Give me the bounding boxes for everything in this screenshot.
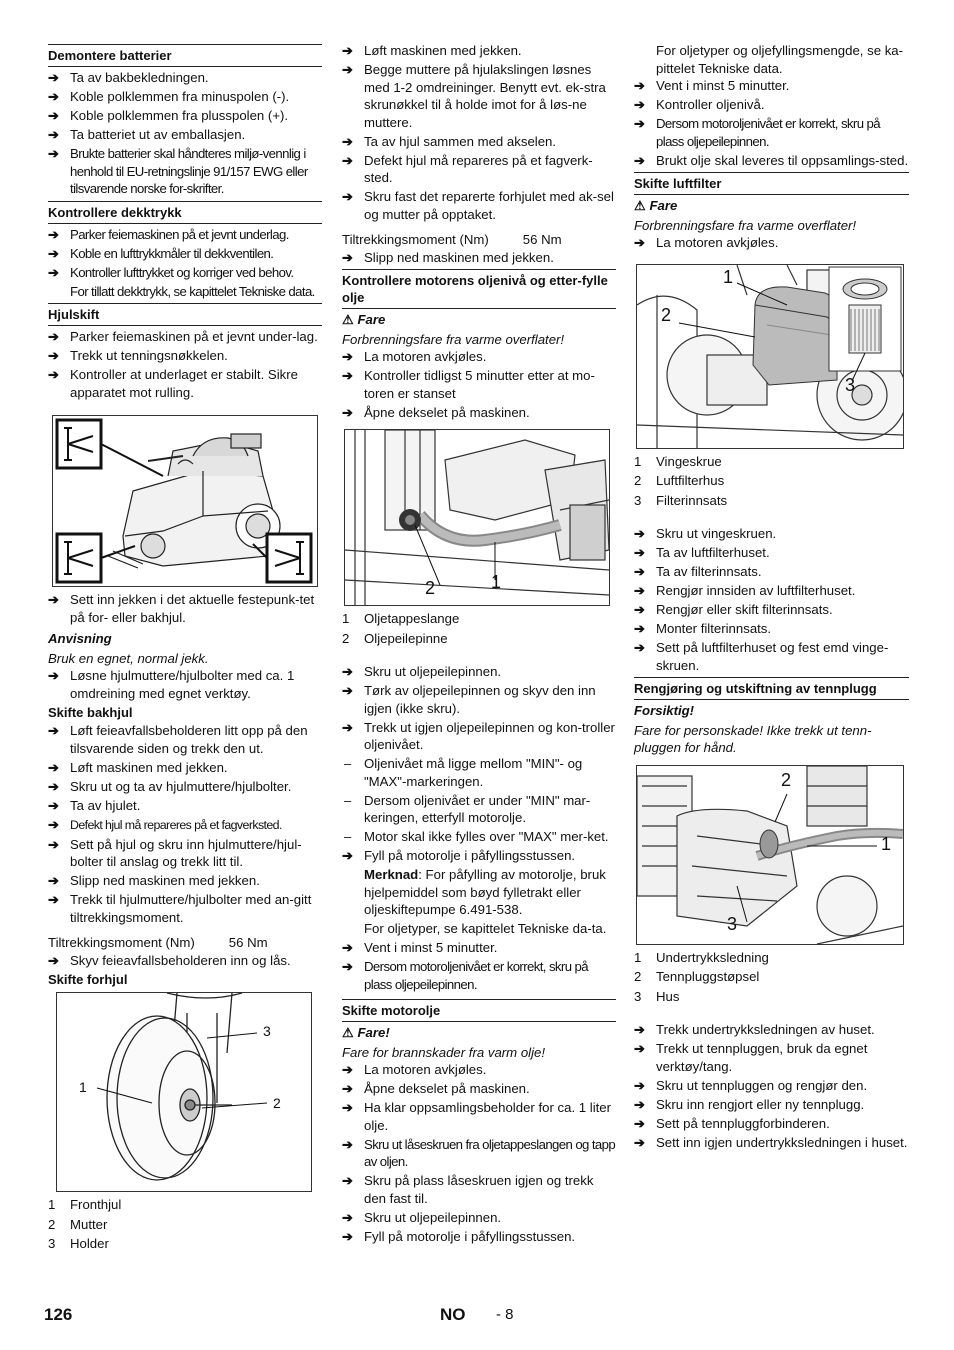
step-list <box>342 1061 616 1245</box>
step-item: ➔ Parker feiemaskinen på et jevnt underlag. <box>48 226 289 242</box>
arrow-right-icon: ➔ <box>342 719 353 735</box>
arrow-right-icon: ➔ <box>634 1077 645 1093</box>
warning-label-row: ⚠ Fare! <box>342 1025 390 1040</box>
step-list <box>634 234 909 252</box>
arrow-right-icon: ➔ <box>48 146 59 161</box>
step-item: ➔ Slipp ned maskinen med jekken. <box>48 873 260 888</box>
caution-label: Forsiktig! <box>634 703 695 718</box>
step-item: ➔ Brukt olje skal leveres til oppsamlings-sted. <box>634 152 909 168</box>
arrow-right-icon: ➔ <box>48 70 59 85</box>
step-item: ➔ Ha klar oppsamlingsbeholder for ca. 1 liter olje. <box>342 1100 612 1133</box>
step-item: ➔ Kontroller oljenivå. <box>634 97 765 112</box>
torque-label: Tiltrekkingsmoment (Nm) <box>48 935 195 950</box>
torque-spec <box>48 934 322 952</box>
step-item: ➔ Sett på luftfilterhuset og fest emd vinge-skruen. <box>634 640 889 673</box>
step-item: ➔ Løft maskinen med jekken. <box>48 759 228 775</box>
step-item: ➔ Ta av luftfilterhuset. <box>634 545 770 560</box>
oil-dipstick-figure <box>344 429 610 606</box>
figure-legend <box>634 949 909 1006</box>
arrow-right-icon: ➔ <box>342 43 353 58</box>
arrow-right-icon: ➔ <box>48 245 59 261</box>
legend-item: 1 Undertrykksledning <box>634 949 769 965</box>
step-item: ➔ Koble polklemmen fra minuspolen (-). <box>48 89 290 104</box>
arrow-right-icon: ➔ <box>634 602 645 617</box>
arrow-right-icon: ➔ <box>48 127 59 142</box>
step-item: ➔ Begge muttere på hjulakslingen løsnes med 1-2 omdreininger. Benytt evt. ek-stra skrunøkkel til å holde imot for å løs-ne muttere. <box>342 62 606 130</box>
arrow-right-icon: ➔ <box>48 108 59 123</box>
arrow-right-icon: ➔ <box>634 97 645 112</box>
step-list <box>48 69 322 198</box>
arrow-right-icon: ➔ <box>48 668 59 683</box>
step-item: ➔ Sett inn jekken i det aktuelle festepunk-tet på for- eller bakhjul. <box>48 592 315 625</box>
column-middle <box>342 42 616 1247</box>
step-item: ➔ Dersom motoroljenivået er korrekt, skru på plass oljepeilepinnen. <box>634 116 880 149</box>
callout-3: 3 <box>727 913 738 934</box>
arrow-right-icon: ➔ <box>48 723 59 738</box>
figure-legend <box>48 1196 322 1253</box>
arrow-right-icon: ➔ <box>342 189 353 204</box>
arrow-right-icon: ➔ <box>634 1115 645 1131</box>
arrow-right-icon: ➔ <box>48 367 59 382</box>
legend-item: 2 Tennpluggstøpsel <box>634 969 760 984</box>
arrow-right-icon: ➔ <box>48 873 59 888</box>
step-note: For tillatt dekktrykk, se kapittelet Tekniske data. <box>70 283 315 299</box>
step-item: ➔ Sett på tennpluggforbinderen. <box>634 1115 830 1131</box>
arrow-right-icon: ➔ <box>48 797 59 813</box>
arrow-right-icon: ➔ <box>634 640 645 655</box>
step-item: ➔ Parker feiemaskinen på et jevnt under-lag. <box>48 329 318 344</box>
note-merknad: Merknad: For påfylling av motorolje, bruk hjelpemiddel som bøyd fylletrakt eller oljeskiftepumpe 6.491-538. <box>364 867 606 917</box>
step-list <box>342 249 616 267</box>
step-item: ➔ Trekk ut tenningsnøkkelen. <box>48 348 228 363</box>
step-item: ➔ Skru fast det reparerte forhjulet med ak-sel og mutter på opptaket. <box>342 189 614 222</box>
warning-text: Forbrenningsfare fra varme overflater! <box>342 331 565 347</box>
step-item: ➔ Monter filterinnsats. <box>634 621 772 636</box>
step-item: ➔ Trekk ut tennpluggen, bruk da egnet verktøy/tang. <box>634 1041 868 1074</box>
spark-plug-figure <box>636 765 904 945</box>
step-list <box>48 591 322 626</box>
step-item: ➔ Tørk av oljepeilepinnen og skyv den inn igjen (ikke skru). <box>342 683 596 716</box>
arrow-right-icon: ➔ <box>342 1062 353 1077</box>
step-item: ➔ Skru ut tennpluggen og rengjør den. <box>634 1077 868 1093</box>
step-item: ➔ Trekk undertrykksledningen av huset. <box>634 1022 875 1037</box>
notice-text: Bruk en egnet, normal jekk. <box>48 650 209 666</box>
arrow-right-icon: ➔ <box>342 349 353 364</box>
torque-spec <box>342 231 616 249</box>
arrow-right-icon: ➔ <box>634 1022 645 1037</box>
callout-2: 2 <box>781 769 792 790</box>
section-title-change-oil: Skifte motorolje <box>342 999 616 1022</box>
legend-item: 3 Hus <box>634 988 680 1004</box>
step-item: ➔ Kontroller at underlaget er stabilt. Sikre apparatet mot rulling. <box>48 367 298 400</box>
page-number: 126 <box>44 1305 73 1324</box>
step-item: ➔ Skru på plass låseskruen igjen og trekk den fast til. <box>342 1173 594 1206</box>
dash-item: – Motor skal ikke fylles over "MAX" mer-ket. <box>344 829 609 844</box>
figure-legend <box>634 453 909 510</box>
arrow-right-icon: ➔ <box>634 116 645 131</box>
step-list <box>634 77 909 169</box>
callout-1: 1 <box>491 572 502 592</box>
step-list <box>48 667 322 702</box>
arrow-right-icon: ➔ <box>342 1136 353 1152</box>
arrow-right-icon: ➔ <box>634 235 645 250</box>
arrow-right-icon: ➔ <box>342 664 353 679</box>
arrow-right-icon: ➔ <box>342 959 353 974</box>
arrow-right-icon: ➔ <box>342 940 353 955</box>
arrow-right-icon: ➔ <box>342 368 353 383</box>
warning-label-row: ⚠ Fare <box>634 198 678 213</box>
arrow-right-icon: ➔ <box>48 348 59 363</box>
step-item: ➔ Skru ut oljepeilepinnen. <box>342 1209 502 1225</box>
step-item: ➔ Skru ut og ta av hjulmuttere/hjulbolter. <box>48 778 292 794</box>
step-item: ➔ Brukte batterier skal håndteres miljø-vennlig i henhold til EU-retningslinje 91/157 EWG eller tilsvarende norske for-skrifter. <box>48 146 308 196</box>
column-right <box>634 42 909 1153</box>
step-item: ➔ Skyv feieavfallsbeholderen inn og lås. <box>48 952 291 968</box>
section-title-rear-wheel: Skifte bakhjul <box>48 704 133 720</box>
arrow-right-icon: ➔ <box>342 404 353 420</box>
arrow-right-icon: ➔ <box>342 848 353 863</box>
arrow-right-icon: ➔ <box>634 564 645 579</box>
arrow-right-icon: ➔ <box>48 264 59 280</box>
arrow-right-icon: ➔ <box>342 1209 353 1225</box>
arrow-right-icon: ➔ <box>634 526 645 541</box>
arrow-right-icon: ➔ <box>342 1228 353 1244</box>
step-item: ➔ Trekk ut igjen oljepeilepinnen og kon-troller oljenivået. <box>342 719 615 752</box>
step-item: ➔ Defekt hjul må repareres på et fagverk-sted. <box>342 152 593 185</box>
step-item: ➔ Skru ut vingeskruen. <box>634 526 777 541</box>
caution-text: Fare for personskade! Ikke trekk ut tenn-pluggen for hånd. <box>634 722 872 755</box>
step-item: ➔ Defekt hjul må repareres på et fagverksted. <box>48 816 282 832</box>
arrow-right-icon: ➔ <box>48 952 59 968</box>
step-list <box>634 1021 909 1151</box>
step-item: ➔ Slipp ned maskinen med jekken. <box>342 249 554 265</box>
step-item: ➔ Åpne dekselet på maskinen. <box>342 404 530 420</box>
callout-2: 2 <box>273 1095 281 1111</box>
arrow-right-icon: ➔ <box>342 133 353 149</box>
step-item: ➔ Vent i minst 5 minutter. <box>634 78 790 93</box>
step-item: ➔ Dersom motoroljenivået er korrekt, skru på plass oljepeilepinnen. <box>342 959 588 992</box>
arrow-right-icon: ➔ <box>634 545 645 560</box>
section-title-wheel-change: Hjulskift <box>48 303 322 326</box>
air-filter-figure <box>636 264 904 449</box>
arrow-right-icon: ➔ <box>342 1173 353 1188</box>
callout-2: 2 <box>661 304 672 325</box>
legend-item: 2 Luftfilterhus <box>634 473 725 488</box>
warning-triangle-icon: ⚠ <box>634 198 646 213</box>
step-list <box>342 42 616 223</box>
arrow-right-icon: ➔ <box>634 152 645 168</box>
step-item: ➔ Løsne hjulmuttere/hjulbolter med ca. 1 omdreining med egnet verktøy. <box>48 668 295 701</box>
dash-item: – Oljenivået må ligge mellom "MIN"- og "MAX"-markeringen. <box>344 756 583 789</box>
step-item: ➔ Sett på hjul og skru inn hjulmuttere/hjul-bolter til anslag og trekk litt til. <box>48 836 302 869</box>
warning-text: Fare for brannskader fra varm olje! <box>342 1044 546 1060</box>
legend-item: 2 Mutter <box>48 1216 108 1232</box>
arrow-right-icon: ➔ <box>48 329 59 344</box>
step-item: ➔ Koble en lufttrykkmåler til dekkventilen. <box>48 245 274 261</box>
dash-item: – Dersom oljenivået er under "MIN" mar-keringen, etterfyll motorolje. <box>344 792 591 825</box>
warning-triangle-icon: ⚠ <box>342 312 354 327</box>
step-list <box>342 348 616 421</box>
warning-triangle-icon: ⚠ <box>342 1025 354 1040</box>
warning-label-row: ⚠ Fare <box>342 312 386 327</box>
step-item: ➔ Åpne dekselet på maskinen. <box>342 1081 530 1096</box>
legend-item: 3 Filterinnsats <box>634 492 728 508</box>
arrow-right-icon: ➔ <box>342 683 353 698</box>
section-title-check-oil: Kontrollere motorens oljenivå og etter-fylle olje <box>342 269 616 309</box>
legend-item: 1 Fronthjul <box>48 1197 122 1212</box>
arrow-right-icon: ➔ <box>48 892 59 907</box>
column-left <box>48 42 322 1259</box>
step-item: ➔ Vent i minst 5 minutter. <box>342 940 498 955</box>
step-item: ➔ Ta av bakbekledningen. <box>48 70 209 85</box>
legend-item: 1 Oljetappeslange <box>342 611 460 626</box>
step-item: ➔ Kontroller tidligst 5 minutter etter at mo-toren er stanset <box>342 368 595 401</box>
step-item: ➔ Fyll på motorolje i påfyllingsstussen. <box>342 848 576 863</box>
step-list <box>634 525 909 674</box>
section-title-tire-pressure: Kontrollere dekktrykk <box>48 201 322 224</box>
callout-1: 1 <box>881 833 892 854</box>
arrow-right-icon: ➔ <box>48 816 59 832</box>
step-item: ➔ Skru ut oljepeilepinnen. <box>342 664 502 679</box>
arrow-right-icon: ➔ <box>634 583 645 598</box>
callout-3: 3 <box>845 374 856 395</box>
torque-label: Tiltrekkingsmoment (Nm) <box>342 232 489 247</box>
arrow-right-icon: ➔ <box>634 78 645 93</box>
arrow-right-icon: ➔ <box>634 1096 645 1112</box>
sub-page-number: - 8 <box>496 1306 514 1323</box>
torque-value: 56 Nm <box>522 232 562 247</box>
arrow-right-icon: ➔ <box>48 592 59 607</box>
arrow-right-icon: ➔ <box>48 759 59 775</box>
arrow-right-icon: ➔ <box>48 778 59 794</box>
step-list <box>48 328 322 401</box>
arrow-right-icon: ➔ <box>48 226 59 242</box>
step-item: ➔ Skru inn rengjort eller ny tennplugg. <box>634 1096 865 1112</box>
step-item: ➔ Fyll på motorolje i påfyllingsstussen. <box>342 1228 576 1244</box>
step-item: ➔ La motoren avkjøles. <box>342 1062 487 1077</box>
warning-text: Forbrenningsfare fra varme overflater! <box>634 217 857 233</box>
step-item: ➔ Kontroller lufttrykket og korriger ved behov. <box>48 264 294 280</box>
arrow-right-icon: ➔ <box>342 62 353 77</box>
callout-2: 2 <box>425 578 436 598</box>
callout-1: 1 <box>723 266 734 287</box>
arrow-right-icon: ➔ <box>48 89 59 104</box>
arrow-right-icon: ➔ <box>342 1100 353 1115</box>
step-item: ➔ Rengjør innsiden av luftfilterhuset. <box>634 583 856 598</box>
legend-item: 2 Oljepeilepinne <box>342 630 448 646</box>
step-item: ➔ Ta av hjul sammen med akselen. <box>342 133 557 149</box>
step-item: ➔ Ta av filterinnsats. <box>634 564 762 579</box>
arrow-right-icon: ➔ <box>342 249 353 265</box>
step-item: ➔ Trekk til hjulmuttere/hjulbolter med an-gitt tiltrekkingsmoment. <box>48 892 312 925</box>
step-list <box>48 226 322 301</box>
arrow-right-icon: ➔ <box>342 152 353 168</box>
legend-item: 3 Holder <box>48 1236 109 1251</box>
section-title-front-wheel: Skifte forhjul <box>48 971 128 987</box>
section-title-remove-battery: Demontere batterier <box>48 44 322 67</box>
callout-3: 3 <box>263 1023 271 1039</box>
sweeper-jack-points-figure <box>52 415 318 587</box>
arrow-right-icon: ➔ <box>634 1041 645 1056</box>
step-item: ➔ Rengjør eller skift filterinnsats. <box>634 602 833 617</box>
step-item: ➔ Løft feieavfallsbeholderen litt opp på den tilsvarende siden og trekk den ut. <box>48 723 308 756</box>
step-list <box>342 663 616 993</box>
section-title-air-filter: Skifte luftfilter <box>634 172 909 195</box>
callout-1: 1 <box>79 1079 87 1095</box>
arrow-right-icon: ➔ <box>342 1081 353 1096</box>
torque-value: 56 Nm <box>228 935 268 950</box>
step-list <box>48 952 322 970</box>
front-wheel-figure <box>56 992 312 1192</box>
legend-item: 1 Vingeskrue <box>634 453 722 469</box>
notice-label: Anvisning <box>48 631 112 646</box>
step-list <box>48 722 322 926</box>
step-item: ➔ Skru ut låseskruen fra oljetappeslangen og tapp av oljen. <box>342 1136 616 1169</box>
continued-text: For oljetyper og oljefyllingsmengde, se ka-pittelet Tekniske data. <box>656 43 904 76</box>
step-item: ➔ Sett inn igjen undertrykksledningen i huset. <box>634 1134 908 1150</box>
note-merknad-2: For oljetyper, se kapittelet Tekniske da-ta. <box>364 921 607 936</box>
step-item: ➔ Ta batteriet ut av emballasjen. <box>48 127 246 142</box>
step-item: ➔ Løft maskinen med jekken. <box>342 43 522 58</box>
section-title-spark-plug: Rengjøring og utskiftning av tennplugg <box>634 677 909 700</box>
figure-legend <box>342 610 616 647</box>
arrow-right-icon: ➔ <box>634 1134 645 1150</box>
arrow-right-icon: ➔ <box>634 621 645 636</box>
step-item: ➔ La motoren avkjøles. <box>342 349 487 364</box>
step-item: ➔ La motoren avkjøles. <box>634 235 779 250</box>
step-item: ➔ Koble polklemmen fra plusspolen (+). <box>48 108 289 123</box>
step-item: ➔ Ta av hjulet. <box>48 797 141 813</box>
arrow-right-icon: ➔ <box>48 836 59 852</box>
language-code: NO <box>440 1305 466 1324</box>
